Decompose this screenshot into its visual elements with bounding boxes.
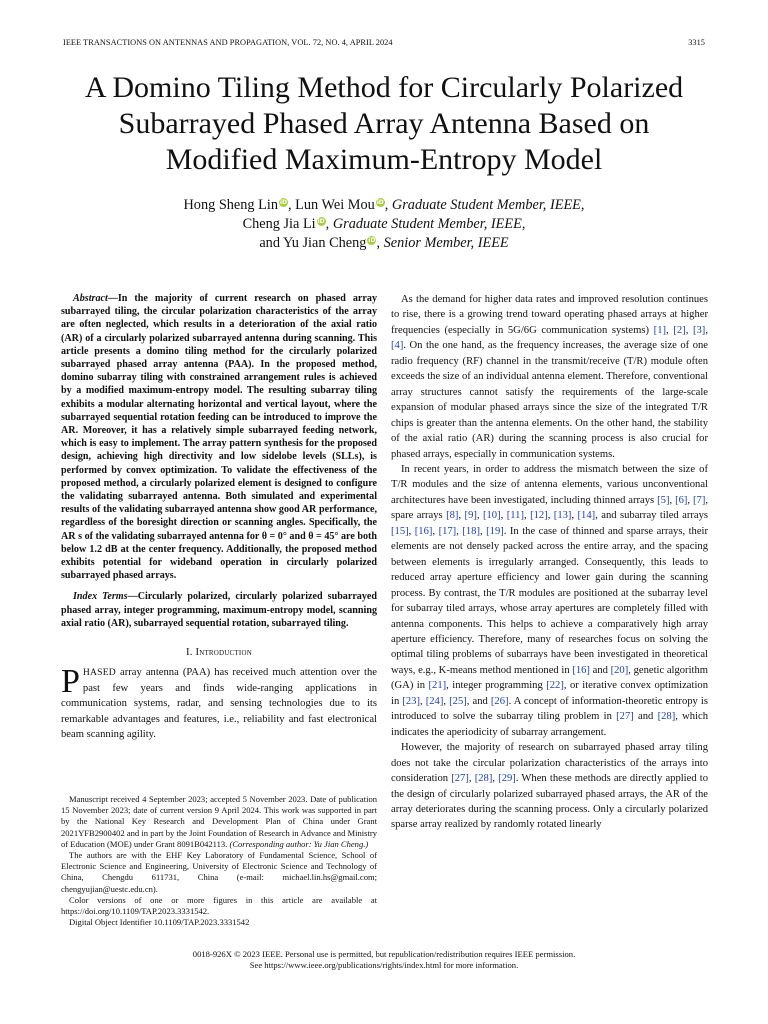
- right-column: [391, 292, 708, 833]
- orcid-icon[interactable]: iD: [368, 237, 376, 244]
- citation-link[interactable]: [29]: [498, 773, 516, 785]
- text-run: , or iterative convex optimization in: [391, 680, 708, 707]
- intro-paragraph: [61, 665, 377, 742]
- citation-link[interactable]: [6]: [675, 494, 688, 506]
- author-row-2: Cheng Jia Li iD, Graduate Student Member, IEEE,: [242, 216, 526, 232]
- running-header: [63, 38, 705, 50]
- author-name: Hong Sheng Lin: [183, 197, 278, 213]
- body-paragraph-3: However, the majority of research on subarrayed phased array tiling does not take the circular polarization characteristics of the arrays into consideration [27], [28], [29]. When these methods are directly applied to the design of circularly polarized subarrayed phased arrays, the AR of the array deteriorates during the scanning process. Only a circularly polarized sparse array realized by randomly rotated linearly: [391, 742, 709, 831]
- index-terms: Index Terms—Circularly polarized, circularly polarized subarrayed phased array, integer programming, maximum-entropy model, scanning axial ratio (AR), subarrayed sequential rotation, subarrayed tiling.: [61, 591, 377, 629]
- citation-link[interactable]: [28]: [474, 773, 493, 785]
- citation-link[interactable]: [16]: [572, 664, 590, 676]
- text-run: , genetic algorithm (GA) in: [391, 664, 709, 692]
- citation-link[interactable]: [23]: [402, 695, 420, 707]
- text-run: . A concept of information-theoretic entropy is introduced to solve the subarray tiling problem in: [391, 695, 708, 723]
- citation-link[interactable]: [14]: [577, 510, 596, 522]
- text-run: . On the one hand, as the frequency increases, the average size of one radio frequency (RF) channel in the transmit/receive (T/R) module often exceeds the size of an individual antenna element. Therefore, conventional array structures cannot satisfy the requirements of the large-scale expansion of modular phased arrays since the size of the integrated T/R chips is greater than the antenna elements. On the other hand, the stability of the axial ratio (AR) during the scanning process is also crucial for phased arrays, especially in communication systems.: [391, 340, 708, 460]
- citation-link[interactable]: [20]: [610, 664, 629, 676]
- citation-link[interactable]: [28]: [657, 711, 676, 723]
- text-run: In recent years, in order to address the mismatch between the size of T/R modules and the size of antenna elements, various unconventional architectures have been investigated, including thinned arrays: [391, 463, 708, 506]
- text-run: As the demand for higher data rates and improved resolution continues to rise, there is a growing trend toward operating phased arrays at higher frequencies (especially in 5G/6G communication systems): [391, 294, 708, 336]
- footnotes: [61, 794, 377, 928]
- text-run: and: [638, 711, 654, 723]
- journal-name: IEEE TRANSACTIONS ON ANTENNAS AND PROPAGATION, VOL. 72, NO. 4, APRIL 2024: [63, 38, 393, 47]
- citation-link[interactable]: [15]: [391, 525, 409, 537]
- abstract-lead: Abstract: [73, 293, 108, 304]
- text-run: However, the majority of research on subarrayed phased array tiling does not take the circular polarization characteristics of the arrays into consideration: [391, 742, 708, 785]
- author-row-1: Hong Sheng Lin iD, Lun Wei Mou iD, Graduate Student Member, IEEE,: [183, 197, 585, 213]
- citation-link[interactable]: [12]: [530, 510, 548, 522]
- copyright-line-1: 0018-926X © 2023 IEEE. Personal use is permitted, but republication/redistribution requires IEEE permission.: [192, 949, 576, 959]
- citation-link[interactable]: [7]: [693, 494, 706, 506]
- orcid-icon[interactable]: iD: [317, 218, 325, 225]
- citation-link[interactable]: [11]: [506, 510, 524, 522]
- footnote-received-text: Manuscript received 4 September 2023; accepted 5 November 2023. Date of publication 15 November 2023; date of current version 9 April 2024. This work was supported in part by the National Key Research and Development Plan of China under Grant 2021YFB2900402 and in part by the Joint Foundation of Research in Advance and Ministry of Education (MOE) under Grant 8091B042113.: [61, 794, 377, 849]
- author-membership: Graduate Student Member, IEEE: [391, 197, 581, 213]
- text-run: , and subarray tiled arrays: [595, 510, 709, 522]
- footnote-color: Color versions of one or more figures in this article are available at https://doi.org/10.1109/TAP.2023.3331542.: [61, 894, 377, 917]
- title-line-2: Subarrayed Phased Array Antenna Based on: [118, 107, 650, 140]
- citation-link[interactable]: [16]: [414, 525, 433, 537]
- section-heading: [61, 646, 377, 660]
- index-terms-text: Circularly polarized, circularly polarized subarrayed phased array, integer programming, maximum-entropy model, scanning axial ratio (AR), subarrayed sequential rotation, subarrayed tiling.: [61, 591, 377, 629]
- citation-link[interactable]: [27]: [616, 711, 634, 723]
- citation-link[interactable]: [10]: [482, 510, 501, 522]
- citation-link[interactable]: [4]: [391, 340, 404, 352]
- abstract: Abstract—In the majority of current research on phased array subarrayed tiling, the circular polarization characteristics of the array are often neglected, which results in a deterioration of the axial ratio (AR) of a circularly polarized subarrayed antenna during scanning. This article presents a domino tiling method for the circularly polarized subarrayed phased array antenna (PAA). In the proposed method, domino subarray tiling with constrained arrangement rules is achieved by a modified maximum-entropy model. The resulting subarray tiling exhibits a modular alternating horizontal and vertical layout, where the subarrayed sequential rotation feeding can be introduced to improve the AR. Moreover, it has a relatively simple subarrayed feeding network, which is easy to implement. The array pattern synthesis for the proposed design, achieving high directivity and low sidelobe levels (SLLs), is performed by convex optimization. To validate the effectiveness of the proposed method, a circularly polarized element is designed to configure the validating subarrayed antenna. Both simulated and experimental results of the validating subarrayed antenna show good AR performance, regardless of the boresight direction or scanning angles. Specifically, the AR s of the validating subarrayed antenna for θ = 0° and θ = 45° are both below 1.2 dB at the center frequency. Additionally, the proposed method exhibits potential for wideband operation in circularly polarized subarrayed phased arrays.: [61, 293, 377, 582]
- text-run: , spare arrays: [391, 494, 709, 522]
- intro-caps: HASED: [82, 667, 116, 679]
- author-conjunction: and: [259, 235, 280, 251]
- citation-link[interactable]: [5]: [657, 494, 670, 506]
- title-line-1: A Domino Tiling Method for Circularly Polarized: [84, 71, 684, 104]
- page-number: 3315: [688, 38, 705, 47]
- intro-text: array antenna (PAA) has received much attention over the past few years and finds wide-ranging applications in communication systems, radar, and sensing technologies due to its remarkable advantages and features, i.e., reliability and fast electronical beam scanning agility.: [61, 667, 377, 741]
- citation-link[interactable]: [9]: [464, 510, 477, 522]
- text-run: and: [592, 664, 608, 676]
- abstract-text: In the majority of current research on phased array subarrayed tiling, the circular polarization characteristics of the array are often neglected, which results in a deterioration of the axial ratio (AR) of a circularly polarized subarrayed antenna during scanning. This article presents a domino tiling method for the circularly polarized subarrayed phased array antenna (PAA). In the proposed method, domino subarray tiling with constrained arrangement rules is achieved by a modified maximum-entropy model. The resulting subarray tiling exhibits a modular alternating horizontal and vertical layout, where the subarrayed sequential rotation feeding can be introduced to improve the AR. Moreover, it has a relatively simple subarrayed feeding network, which is easy to implement. The array pattern synthesis for the proposed design, achieving high directivity and low sidelobe levels (SLLs), is performed by convex optimization. To validate the effectiveness of the proposed method, a circularly polarized element is designed to configure the validating subarrayed antenna. Both simulated and experimental results of the validating subarrayed antenna show good AR performance, regardless of the boresight direction or scanning angles. Specifically, the AR s of the validating subarrayed antenna for θ = 0° and θ = 45° are both below 1.2 dB at the center frequency. Additionally, the proposed method exhibits potential for wideband operation in circularly polarized subarrayed phased arrays.: [61, 293, 377, 582]
- text-run: , which indicates the aperiodicity of subarray arrangement.: [391, 711, 709, 738]
- index-terms-lead: Index Terms: [73, 591, 128, 603]
- left-column: [61, 292, 377, 743]
- section-title: Introduction: [195, 647, 252, 659]
- citation-link[interactable]: [1]: [653, 324, 667, 336]
- citation-link[interactable]: [8]: [446, 510, 459, 522]
- body-paragraph-2: In recent years, in order to address the mismatch between the size of T/R modules and the size of antenna elements, various unconventional architectures have been investigated, including thinned arrays [5], [6], [7], spare arrays [8], [9], [10], [11], [12], [13], [14], and subarray tiled arrays [15], [16], [17], [18], [19]. In the case of thinned and sparse arrays, their elements are not densely packed across the entire array, and the spacing between elements is irregularly arranged. Consequently, this leads to reduced array aperture efficiency and lower gain during the scanning process. By contrast, the T/R modules are positioned at the subarray level for subarray tiled arrays, whose array apertures are completely filled with antenna components. This helps to achieve a comparatively high array aperture efficiency. Therefore, many of researches focus on solving the optimal tiling problems of subarrays have been investigated in theoretical ways, e.g., K-means method mentioned in [16] and [20], genetic algorithm (GA) in [21], integer programming [22], or iterative convex optimization in [23], [24], [25], and [26]. A concept of information-theoretic entropy is introduced to solve the subarray tiling problem in [27] and [28], which indicates the aperiodicity of subarray arrangement.: [391, 463, 709, 738]
- orcid-icon[interactable]: iD: [279, 199, 288, 206]
- corresponding-author: (Corresponding author: Yu Jian Cheng.): [229, 838, 369, 849]
- orcid-icon[interactable]: iD: [376, 199, 384, 206]
- citation-link[interactable]: [19]: [486, 525, 504, 537]
- footnote-doi: Digital Object Identifier 10.1109/TAP.2023.3331542: [69, 917, 250, 928]
- citation-link[interactable]: [27]: [451, 773, 469, 785]
- citation-link[interactable]: [25]: [449, 695, 467, 707]
- citation-link[interactable]: [3]: [692, 324, 706, 336]
- author-membership: Senior Member, IEEE: [383, 235, 509, 251]
- text-run: . When these methods are directly applied to the design of circularly polarized subarrayed phased arrays, the AR of the array deteriorates during the scanning process. Only a circularly polarized sparse array realized by randomly rotated linearly: [391, 773, 709, 831]
- copyright-notice: [0, 949, 768, 971]
- citation-link[interactable]: [2]: [673, 324, 686, 336]
- author-name: Yu Jian Cheng: [283, 235, 367, 251]
- author-row-3: and Yu Jian Cheng iD, Senior Member, IEEE: [259, 235, 509, 251]
- author-block: [40, 196, 728, 253]
- title-line-3: Modified Maximum-Entropy Model: [165, 143, 603, 176]
- citation-link[interactable]: [26]: [490, 695, 509, 707]
- section-numeral: I.: [186, 647, 193, 659]
- footnote-affiliation: The authors are with the EHF Key Laboratory of Fundamental Science, School of Electronic Science and Engineering, University of Electronic Science and Technology of China, Chengdu 611731, China (e-mail: michael.lin.hs@gmail.com; chengyujian@uestc.edu.cn).: [61, 850, 377, 894]
- author-name: Lun Wei Mou: [295, 197, 375, 213]
- citation-link[interactable]: [17]: [438, 525, 457, 537]
- citation-link[interactable]: [22]: [546, 680, 564, 692]
- footnote-received: [61, 794, 377, 850]
- text-run: , and: [466, 695, 488, 707]
- text-run: , integer programming: [446, 680, 543, 692]
- copyright-line-2: See https://www.ieee.org/publications/rights/index.html for more information.: [249, 960, 519, 970]
- citation-link[interactable]: [24]: [425, 695, 444, 707]
- text-run: . In the case of thinned and sparse arrays, their elements are not densely packed across the entire array, and the spacing between elements is irregularly arranged. Consequently, this leads to reduced array aperture efficiency and lower gain during the scanning process. By contrast, the T/R modules are positioned at the subarray level for subarray tiled arrays, whose array apertures are completely filled with antenna components. This helps to achieve a comparatively high array aperture efficiency. Therefore, many of researches focus on solving the optimal tiling problems of subarrays have been investigated in theoretical ways, e.g., K-means method mentioned in: [391, 525, 709, 676]
- body-paragraph-1: As the demand for higher data rates and improved resolution continues to rise, there is a growing trend toward operating phased arrays at higher frequencies (especially in 5G/6G communication systems) [1], [2], [3], [4]. On the one hand, as the frequency increases, the average size of one radio frequency (RF) channel in the transmit/receive (T/R) module often exceeds the size of an individual antenna element. Therefore, conventional array structures cannot satisfy the requirements of the large-scale expansion of modular phased arrays since the size of the integrated T/R chips is greater than the antenna elements. On the other hand, the stability of the axial ratio (AR) during the scanning process is also crucial for phased arrays, especially in communication systems.: [391, 294, 708, 460]
- drop-cap: P: [61, 663, 80, 701]
- author-name: Cheng Jia Li: [242, 216, 316, 232]
- author-membership: Graduate Student Member, IEEE: [332, 216, 522, 232]
- paper-title: [40, 70, 728, 178]
- citation-link[interactable]: [21]: [428, 680, 447, 692]
- citation-link[interactable]: [18]: [462, 525, 480, 537]
- citation-link[interactable]: [13]: [553, 510, 572, 522]
